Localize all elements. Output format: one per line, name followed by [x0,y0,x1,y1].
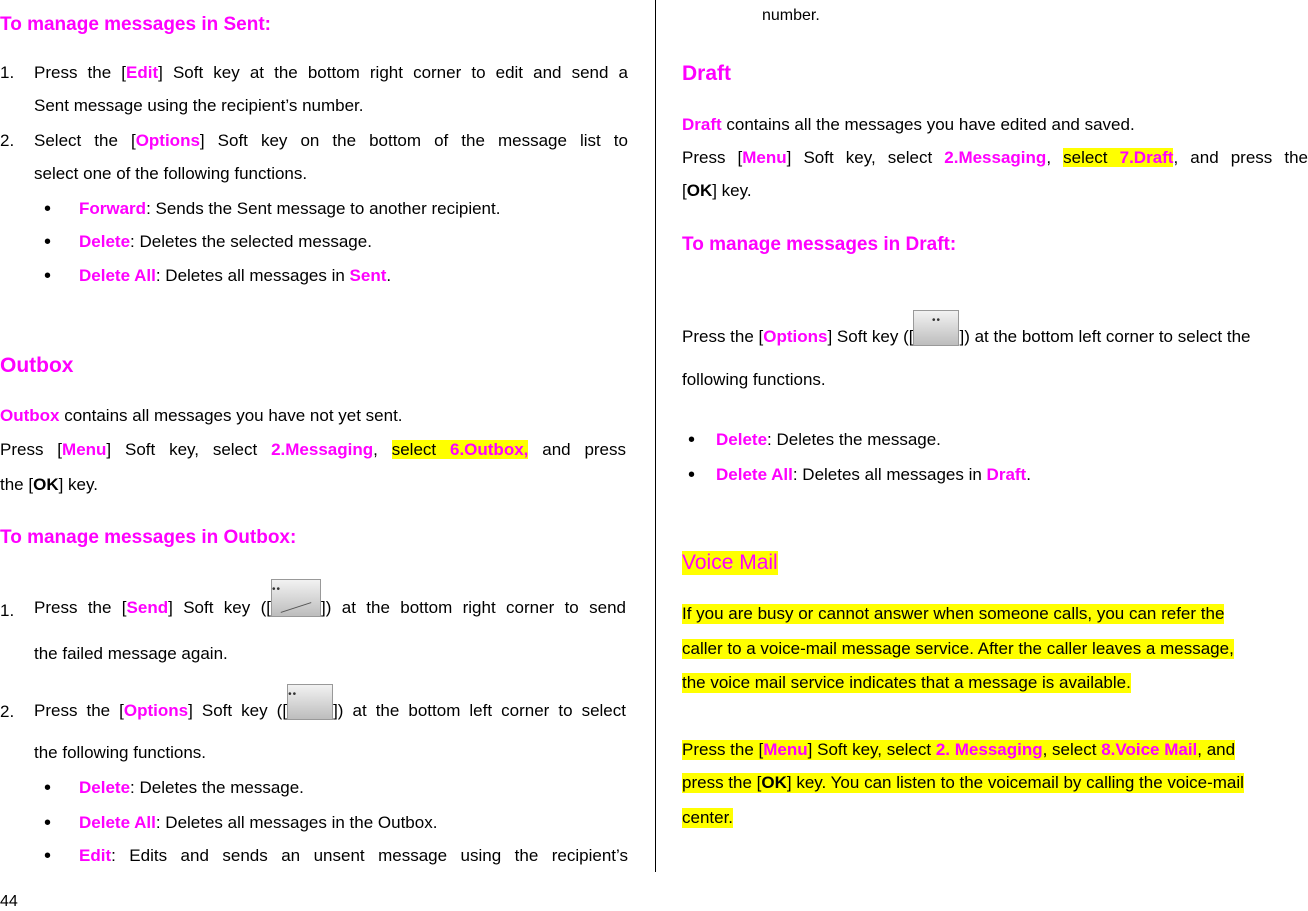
bullet-icon: • [688,464,696,486]
outbox-press-line: Press [Menu] Soft key, select 2.Messaging, select 6.Outbox, and press [0,440,627,459]
voicemail-line-2: caller to a voice-mail message service. After the caller leaves a message, [682,639,1234,658]
draft-bullet-delete: • Delete: Deletes the message. [688,429,941,451]
outbox-step-2-line2: the following functions. [34,743,206,762]
draft-bullet-delete-all: • Delete All: Deletes all messages in Draft. [688,464,1031,486]
voicemail-line-3: the voice mail service indicates that a message is available. [682,673,1131,692]
bullet-icon: • [44,812,52,834]
outbox-bullet-edit: • Edit: Edits and sends an unsent message using the recipient’s [44,845,628,867]
voicemail-heading: Voice Mail [682,551,778,574]
sent-step-2 [0,131,628,151]
voicemail-press-line: Press the [Menu] Soft key, select 2. Messaging, select 8.Voice Mail, and [682,740,1236,759]
bullet-icon: • [44,777,52,799]
highlighted-path: select 7.Draft [1063,148,1174,167]
draft-press-line2: [OK] key. [682,181,752,200]
outbox-intro: Outbox contains all messages you have not yet sent. [0,406,403,425]
voicemail-press-line3: center. [682,808,734,827]
outbox-press-line2: the [OK] key. [0,475,98,494]
outbox-manage-heading: To manage messages in Outbox: [0,527,297,548]
draft-heading: Draft [682,62,732,85]
outbox-step-1-line2: the failed message again. [34,644,228,663]
step-number: 2. [0,131,15,150]
sent-step-2-line2: select one of the following functions. [34,164,308,183]
options-softkey-icon [287,684,333,720]
step-line: Select the [Options] Soft key on the bottom of the message list to [34,131,628,150]
draft-intro: Draft contains all the messages you have edited and saved. [682,115,1135,134]
sent-bullet-forward: • Forward: Sends the Sent message to another recipient. [44,198,501,220]
bullet-icon: • [44,265,52,287]
highlighted-path: select 6.Outbox, [391,440,529,459]
step-number: 1. [0,63,15,82]
bullet-icon: • [688,429,696,451]
draft-manage-heading: To manage messages in Draft: [682,234,957,255]
draft-press-line: Press [Menu] Soft key, select 2.Messaging, select 7.Draft, and press the [682,148,1308,167]
options-key-label: Options [135,131,200,150]
bullet-icon: • [44,198,52,220]
outbox-step-2: 2. Press the [Options] Soft key ([•• ]) at the bottom left corner to select [0,684,628,724]
outbox-bullet-delete: • Delete: Deletes the message. [44,777,304,799]
bullet-icon: • [44,845,52,867]
sent-step-1 [0,63,628,83]
sent-bullet-delete: • Delete: Deletes the selected message. [44,231,372,253]
voicemail-press-line2: press the [OK] key. You can listen to the voicemail by calling the voice-mail [682,773,1244,792]
outbox-heading: Outbox [0,354,74,377]
send-softkey-icon [271,579,321,617]
outbox-step-1: 1. Press the [Send] Soft key ([•• ]) at the bottom right corner to send [0,579,628,619]
voicemail-line-1: If you are busy or cannot answer when someone calls, you can refer the [682,604,1225,623]
bullet-icon: • [44,231,52,253]
continuation-text: number. [762,7,820,24]
sent-bullet-delete-all: • Delete All: Deletes all messages in Sent. [44,265,392,287]
edit-key-label: Edit [126,63,159,82]
sent-manage-heading: To manage messages in Sent: [0,14,272,35]
step-line: Press the [Edit] Soft key at the bottom right corner to edit and send a [34,63,629,82]
sent-step-1-line2: Sent message using the recipient’s number. [34,96,364,115]
draft-options-line2: following functions. [682,370,826,389]
options-softkey-icon [913,310,959,346]
page-number: 44 [0,893,18,910]
outbox-bullet-delete-all: • Delete All: Deletes all messages in the Outbox. [44,812,438,834]
draft-options-line: Press the [Options] Soft key ([•• ]) at the bottom left corner to select the [682,310,1251,347]
